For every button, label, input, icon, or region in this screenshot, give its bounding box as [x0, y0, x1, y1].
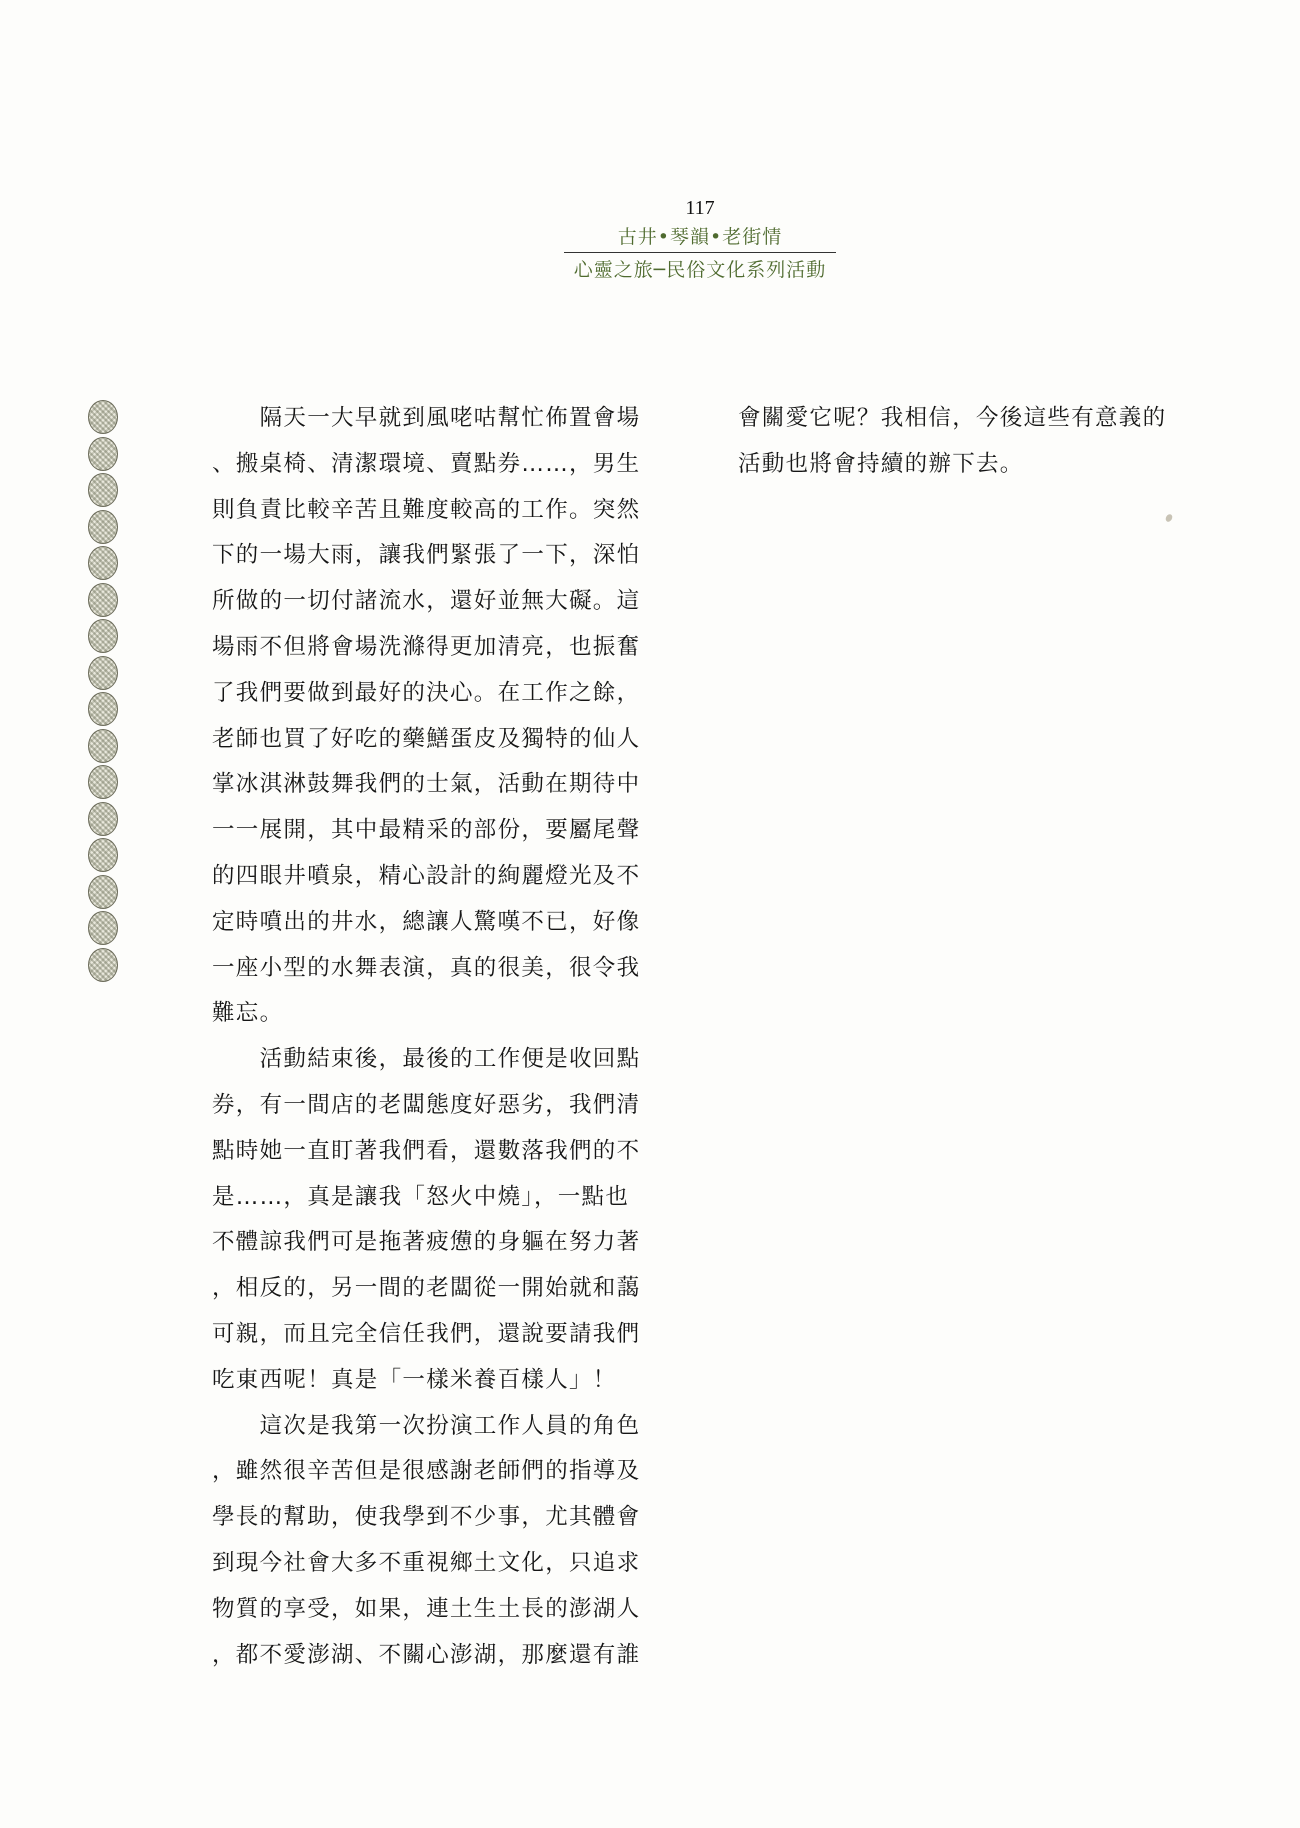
text-line: 不體諒我們可是拖著疲憊的身軀在努力著	[212, 1229, 641, 1256]
bead-ornament	[88, 802, 118, 836]
text-line: 一一展開，其中最精采的部份，要屬尾聲	[212, 817, 641, 844]
text-line: 一座小型的水舞表演，真的很美，很令我	[212, 954, 641, 981]
right-text-column	[738, 396, 1198, 488]
text-line: 定時噴出的井水，總讓人驚嘆不已，好像	[212, 908, 641, 935]
bead-ornament	[88, 400, 118, 434]
page-number: 117	[685, 197, 715, 219]
text-line: 到現今社會大多不重視鄉土文化，只追求	[212, 1549, 641, 1576]
text-line: 是……，真是讓我「怒火中燒」，一點也	[212, 1183, 630, 1210]
bead-ornament	[88, 619, 118, 653]
series-title: 古井•琴韻•老街情	[617, 226, 783, 248]
series-subtitle: 心靈之旅─民俗文化系列活動	[573, 259, 827, 281]
bead-ornament	[88, 437, 118, 471]
decorative-bead-column	[88, 400, 122, 984]
text-line: 則負責比較辛苦且難度較高的工作。突然	[212, 496, 641, 523]
bead-ornament	[88, 692, 118, 726]
text-line: 老師也買了好吃的藥鱔蛋皮及獨特的仙人	[212, 725, 641, 752]
text-line: 吃東西呢！真是「一樣米養百樣人」！	[212, 1366, 617, 1393]
bead-ornament	[88, 656, 118, 690]
bead-ornament	[88, 911, 118, 945]
text-line: ，雖然很辛苦但是很感謝老師們的指導及	[212, 1458, 641, 1485]
left-text-column	[212, 396, 672, 1678]
text-line: 物質的享受，如果，連土生土長的澎湖人	[212, 1595, 641, 1622]
bead-ornament	[88, 838, 118, 872]
page-header	[560, 196, 840, 283]
text-line: 掌冰淇淋鼓舞我們的士氣，活動在期待中	[212, 771, 641, 798]
bead-ornament	[88, 729, 118, 763]
text-line: 了我們要做到最好的決心。在工作之餘，	[212, 679, 641, 706]
bead-ornament	[88, 765, 118, 799]
text-line: 隔天一大早就到風咾咕幫忙佈置會場	[212, 405, 641, 431]
text-line: 會關愛它呢？我相信，今後這些有意義的	[738, 405, 1167, 431]
text-line: 學長的幫助，使我學到不少事，尤其體會	[212, 1504, 641, 1531]
bead-ornament	[88, 948, 118, 982]
text-line: 活動也將會持續的辦下去。	[738, 450, 1024, 477]
text-line: 所做的一切付諸流水，還好並無大礙。這	[212, 588, 641, 615]
header-rule	[564, 252, 836, 253]
text-line: 券，有一間店的老闆態度好惡劣，我們清	[212, 1091, 641, 1118]
text-line: 場雨不但將會場洗滌得更加清亮，也振奮	[212, 633, 641, 660]
text-line: ，都不愛澎湖、不關心澎湖，那麼還有誰	[212, 1641, 641, 1668]
bead-ornament	[88, 473, 118, 507]
text-line: ，相反的，另一間的老闆從一開始就和藹	[212, 1275, 641, 1302]
text-line: 、搬桌椅、清潔環境、賣點券……，男生	[212, 450, 641, 477]
bead-ornament	[88, 875, 118, 909]
text-line: 可親，而且完全信任我們，還說要請我們	[212, 1320, 641, 1347]
paper-speck	[1164, 513, 1173, 523]
bead-ornament	[88, 583, 118, 617]
text-line: 的四眼井噴泉，精心設計的絢麗燈光及不	[212, 862, 641, 889]
bead-ornament	[88, 510, 118, 544]
text-line: 點時她一直盯著我們看，還數落我們的不	[212, 1137, 641, 1164]
text-line: 這次是我第一次扮演工作人員的角色	[212, 1412, 641, 1439]
text-line: 下的一場大雨，讓我們緊張了一下，深怕	[212, 542, 641, 569]
text-line: 難忘。	[212, 1000, 284, 1027]
bead-ornament	[88, 546, 118, 580]
text-line: 活動結束後，最後的工作便是收回點	[212, 1046, 641, 1073]
